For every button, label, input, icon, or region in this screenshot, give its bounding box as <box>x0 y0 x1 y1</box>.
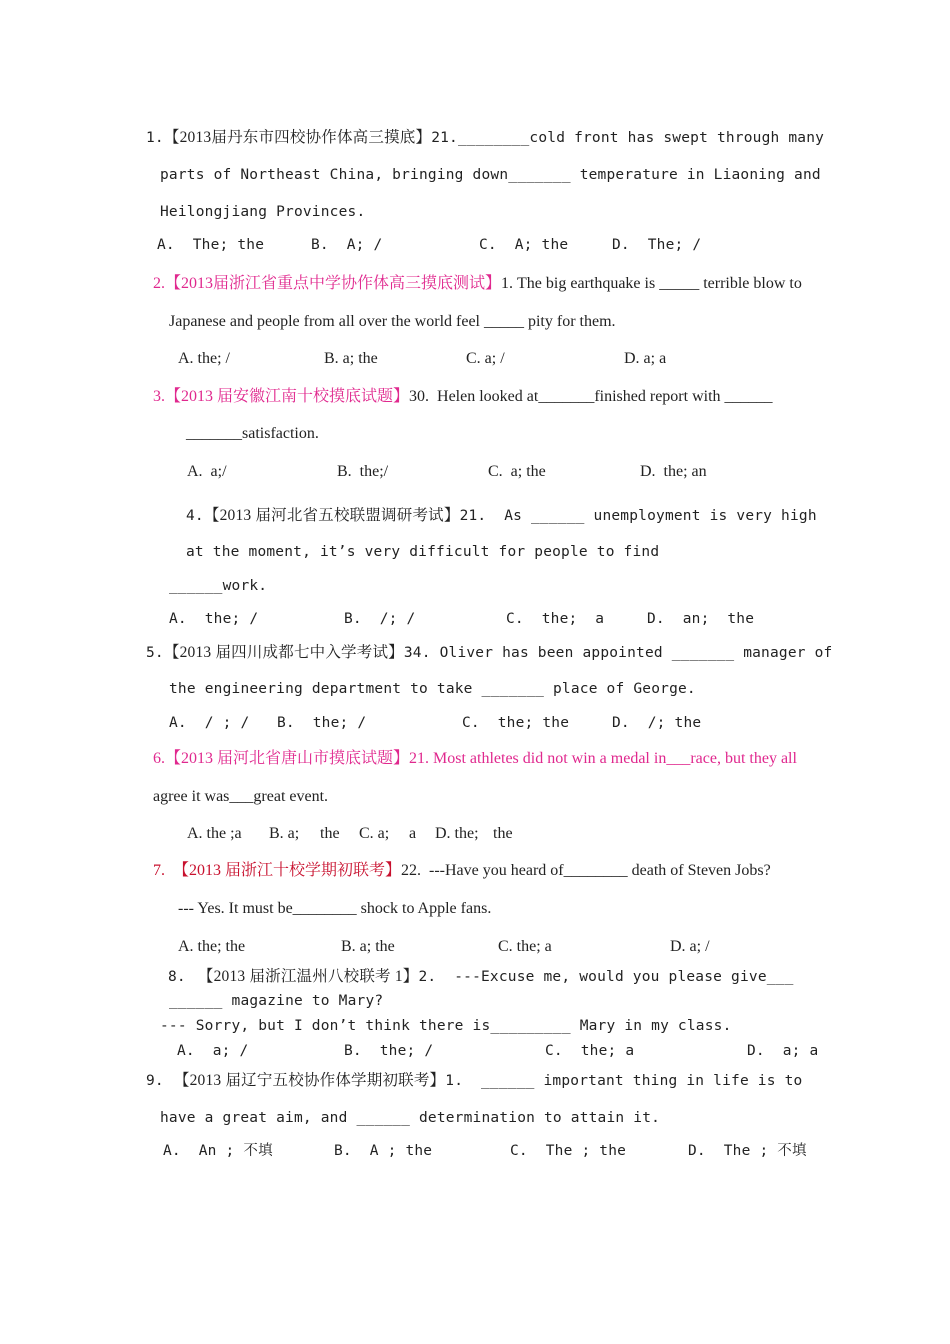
question-4-options <box>0 612 950 630</box>
question-4-line-2: at the moment, it’s very difficult for people to find <box>186 544 660 560</box>
option-b: B. A; / <box>311 237 383 253</box>
question-8-line-3: --- Sorry, but I don’t think there is_________ Mary in my class. <box>160 1018 732 1034</box>
question-3-options <box>0 464 950 482</box>
question-3-line-1 <box>153 389 773 405</box>
option-c: C. a; / <box>466 350 505 367</box>
option-b: B. a; <box>269 825 300 842</box>
question-source: 6.【2013 届河北省唐山市摸底试题】 <box>153 750 410 767</box>
question-source: 2.【2013届浙江省重点中学协作体高三摸底测试】 <box>153 275 502 292</box>
option-d-answer: the <box>493 825 513 842</box>
option-a: A. the; / <box>169 611 259 627</box>
question-9-options <box>0 1144 950 1162</box>
question-number: 4. <box>186 508 204 524</box>
option-a: A. the; / <box>178 350 230 367</box>
question-7-line-2: --- Yes. It must be________ shock to Apple fans. <box>178 900 492 917</box>
question-stem: 30. Helen looked at_______finished report with ______ <box>409 388 773 405</box>
question-source: 【2013 届四川成都七中入学考试】 <box>163 644 404 661</box>
option-b: B. the; / <box>344 1043 434 1059</box>
question-stem: 21.________cold front has swept through many <box>431 130 825 146</box>
question-9-line-1 <box>146 1073 802 1089</box>
question-8-line-2: ______ magazine to Mary? <box>169 993 384 1009</box>
option-c: C. the; a <box>545 1043 635 1059</box>
question-stem: 21. Most athletes did not win a medal in___race, but they all <box>409 750 797 767</box>
option-a: A. the; the <box>178 938 246 955</box>
option-a: A. a;/ <box>187 463 227 480</box>
question-4-line-1 <box>186 508 817 524</box>
option-d: D. an; the <box>647 611 755 627</box>
question-1-line-3: Heilongjiang Provinces. <box>160 204 366 220</box>
option-d: D. the; an <box>640 463 707 480</box>
question-1-options <box>0 238 950 256</box>
question-number: 8. <box>168 969 186 985</box>
question-number: 1. <box>146 130 164 146</box>
question-source: 3.【2013 届安徽江南十校摸底试题】 <box>153 388 410 405</box>
option-d: D. a; a <box>747 1043 819 1059</box>
question-stem: 1. The big earthquake is _____ terrible blow to <box>501 275 802 292</box>
question-stem: 21. As ______ unemployment is very high <box>459 508 817 524</box>
option-c: C. the; a <box>498 938 552 955</box>
option-c: C. a; the <box>488 463 546 480</box>
option-a: A. a; / <box>177 1043 249 1059</box>
option-a: A. the ;a <box>187 825 242 842</box>
question-1-line-2: parts of Northeast China, bringing down_______ temperature in Liaoning and <box>160 167 821 183</box>
question-source: 【2013 届辽宁五校协作体学期初联考】 <box>173 1072 446 1089</box>
option-b: B. the; / <box>277 715 367 731</box>
question-number: 5. <box>146 645 164 661</box>
question-6-line-2: agree it was___great event. <box>153 788 329 805</box>
question-3-line-2: _______satisfaction. <box>186 425 319 442</box>
question-source: 【2013 届河北省五校联盟调研考试】 <box>203 507 460 524</box>
option-c: C. A; the <box>479 237 569 253</box>
option-b: B. the;/ <box>337 463 389 480</box>
option-c-answer: a <box>409 825 417 842</box>
question-number: 9. <box>146 1073 164 1089</box>
question-source: 【2013 届浙江温州八校联考 1】 <box>197 968 419 985</box>
option-d: D. The; / <box>612 237 702 253</box>
option-a: A. / ; / <box>169 715 250 731</box>
option-c: C. a; <box>359 825 390 842</box>
question-5-line-1 <box>146 645 833 661</box>
question-4-line-3: ______work. <box>169 578 268 594</box>
question-stem: 1. ______ important thing in life is to <box>445 1073 803 1089</box>
question-stem: 34. Oliver has been appointed _______ manager of <box>403 645 833 661</box>
question-7-line-1 <box>153 863 771 879</box>
question-1-line-1 <box>146 130 824 146</box>
option-b-answer: the <box>320 825 340 842</box>
question-stem: 2. ---Excuse me, would you please give___ <box>418 969 794 985</box>
question-source: 7. 【2013 届浙江十校学期初联考】 <box>153 862 402 879</box>
option-d: D. /; the <box>612 715 702 731</box>
option-d: D. a; / <box>670 938 710 955</box>
question-2-line-2: Japanese and people from all over the world feel _____ pity for them. <box>169 313 616 330</box>
question-stem: 22. ---Have you heard of________ death of Steven Jobs? <box>401 862 771 879</box>
option-c: C. the; a <box>506 611 605 627</box>
option-c: C. The ; the <box>510 1143 627 1159</box>
question-source: 【2013届丹东市四校协作体高三摸底】 <box>163 129 432 146</box>
option-b: B. a; the <box>324 350 378 367</box>
option-a: A. The; the <box>157 237 265 253</box>
option-a: A. An ; 不填 <box>163 1143 273 1159</box>
option-b: B. A ; the <box>334 1143 433 1159</box>
option-d: D. the; <box>435 825 479 842</box>
question-6-line-1 <box>153 751 797 767</box>
question-2-line-1 <box>153 276 802 292</box>
option-d: D. The ; 不填 <box>688 1143 807 1159</box>
question-7-options <box>0 939 950 957</box>
question-5-line-2: the engineering department to take _______ place of George. <box>169 681 696 697</box>
option-b: B. /; / <box>344 611 416 627</box>
question-6-options <box>0 826 950 844</box>
option-b: B. a; the <box>341 938 395 955</box>
question-2-options <box>0 351 950 369</box>
question-9-line-2: have a great aim, and ______ determination to attain it. <box>160 1110 661 1126</box>
option-c: C. the; the <box>462 715 570 731</box>
question-8-line-1 <box>168 969 794 985</box>
question-5-options <box>0 716 950 734</box>
option-d: D. a; a <box>624 350 667 367</box>
question-8-options <box>0 1044 950 1062</box>
